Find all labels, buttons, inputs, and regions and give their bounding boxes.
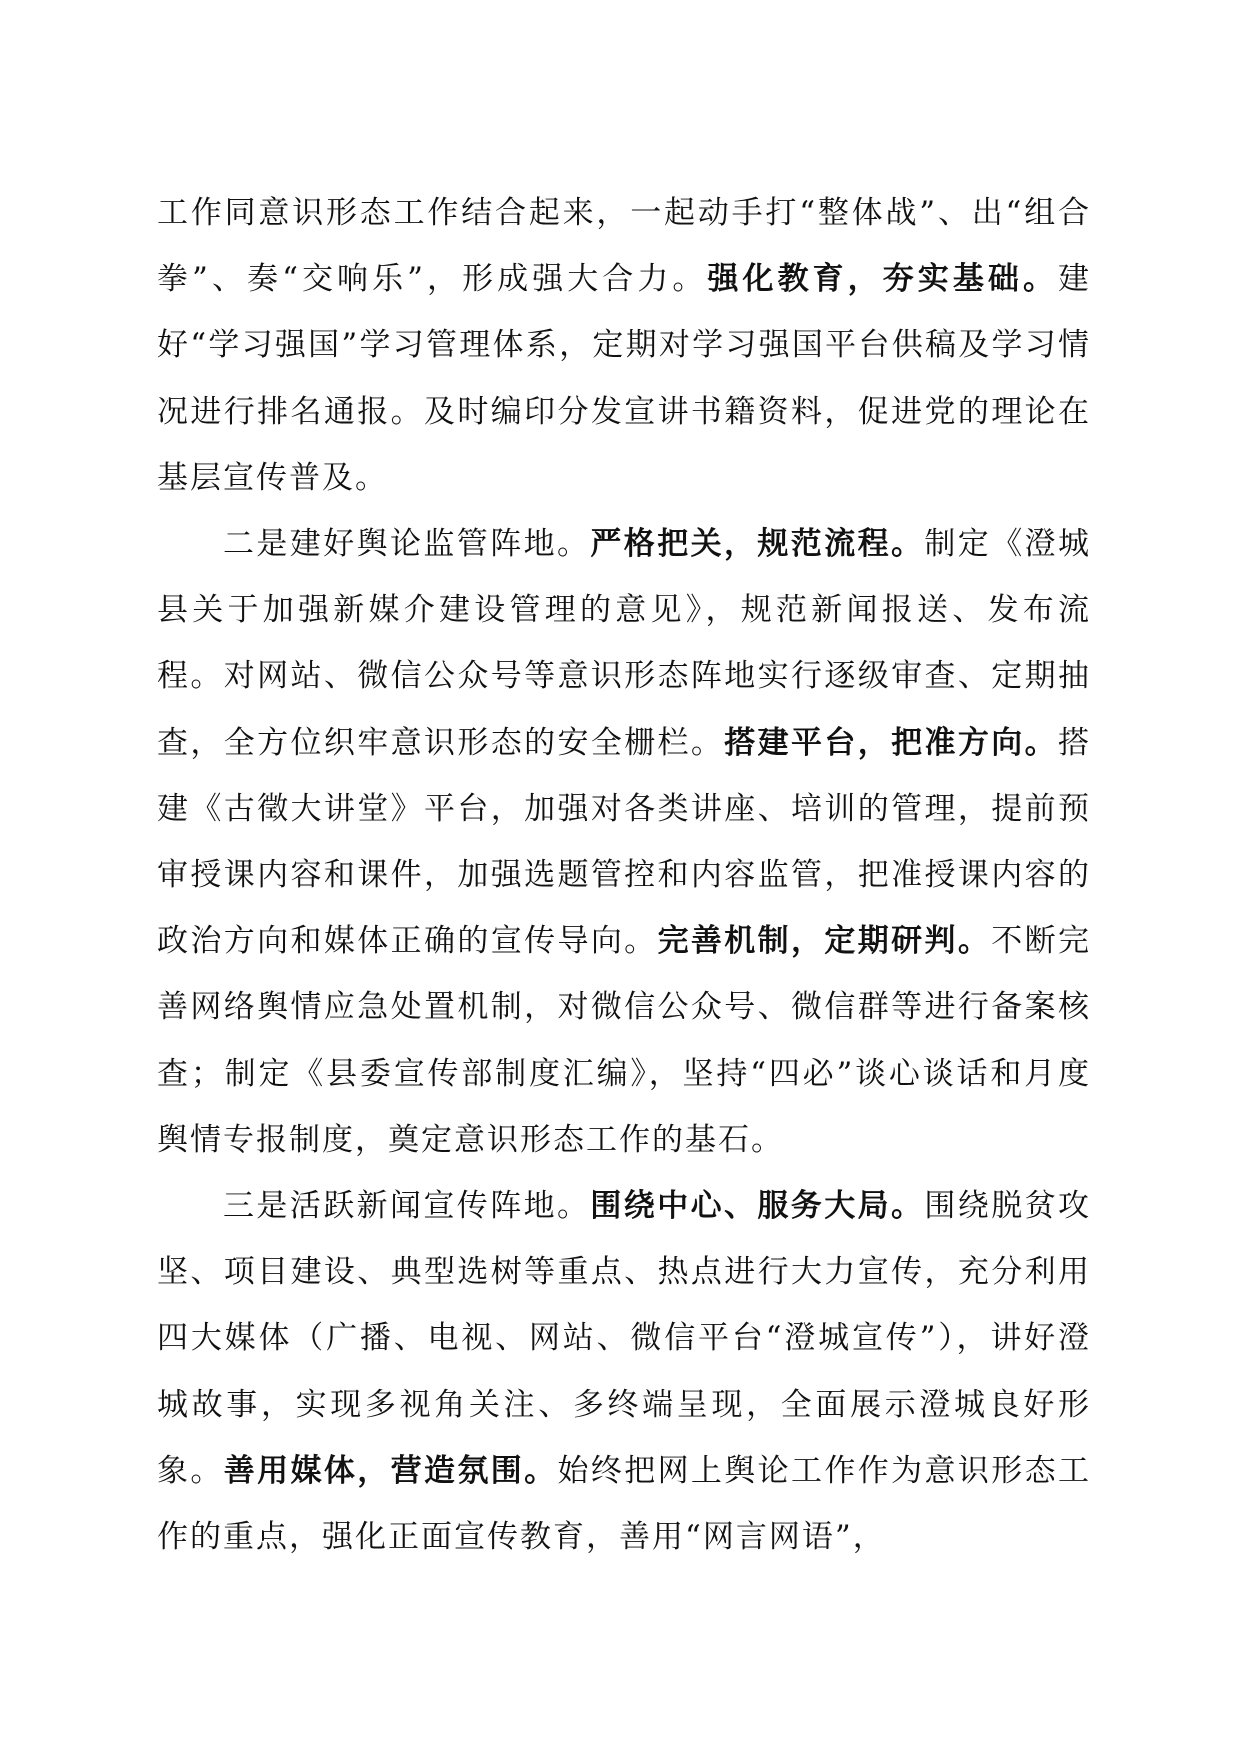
bold-heading-focus-center: 围绕中心、服务大局。 bbox=[590, 1188, 925, 1225]
text-segment: 不断完善网络舆情应急处置机制，对微信公众号、微信群等进行备案核查；制定《县委宣传部制度汇编》，坚持“四必”谈心谈话和月度舆情专报制度，奠定意识形态工作的基石。 bbox=[157, 923, 1092, 1158]
paragraph-1 bbox=[157, 180, 1091, 511]
text-segment: 三是活跃新闻宣传阵地。 bbox=[223, 1188, 591, 1225]
text-segment: 制定《澄城县关于加强新媒介建设管理的意见》，规范新闻报送、发布流程。对网站、微信公众号等意识形态阵地实行逐级审查、定期抽查，全方位织牢意识形态的安全栅栏。 bbox=[157, 526, 1092, 761]
text-segment: 建好“学习强国”学习管理体系，定期对学习强国平台供稿及学习情况进行排名通报。及时编印分发宣讲书籍资料，促进党的理论在基层宣传普及。 bbox=[157, 261, 1092, 496]
bold-heading-strengthen-education: 强化教育，夯实基础。 bbox=[707, 261, 1059, 298]
text-segment: 工作同意识形态工作结合起来，一起动手打“整体战”、出“组合拳”、奏“交响乐”，形成强大合力。 bbox=[157, 195, 1091, 298]
bold-heading-use-media: 善用媒体，营造氛围。 bbox=[223, 1452, 558, 1489]
paragraph-2 bbox=[157, 511, 1091, 1173]
text-segment: 围绕脱贫攻坚、项目建设、典型选树等重点、热点进行大力宣传，充分利用四大媒体（广播、电视、网站、微信平台“澄城宣传”），讲好澄城故事，实现多视角关注、多终端呈现，全面展示澄城良好形象。 bbox=[157, 1188, 1092, 1489]
document-body bbox=[157, 180, 1091, 1570]
bold-heading-strict-control: 严格把关，规范流程。 bbox=[590, 526, 925, 563]
bold-heading-improve-mechanism: 完善机制，定期研判。 bbox=[657, 923, 992, 960]
paragraph-3 bbox=[157, 1173, 1091, 1570]
text-segment: 搭建《古徵大讲堂》平台，加强对各类讲座、培训的管理，提前预审授课内容和课件，加强选题管控和内容监管，把准授课内容的政治方向和媒体正确的宣传导向。 bbox=[157, 724, 1091, 960]
text-segment: 始终把网上舆论工作作为意识形态工作的重点，强化正面宣传教育，善用“网言网语”， bbox=[157, 1452, 1092, 1556]
text-segment: 二是建好舆论监管阵地。 bbox=[223, 526, 591, 563]
bold-heading-build-platform: 搭建平台，把准方向。 bbox=[724, 724, 1058, 761]
